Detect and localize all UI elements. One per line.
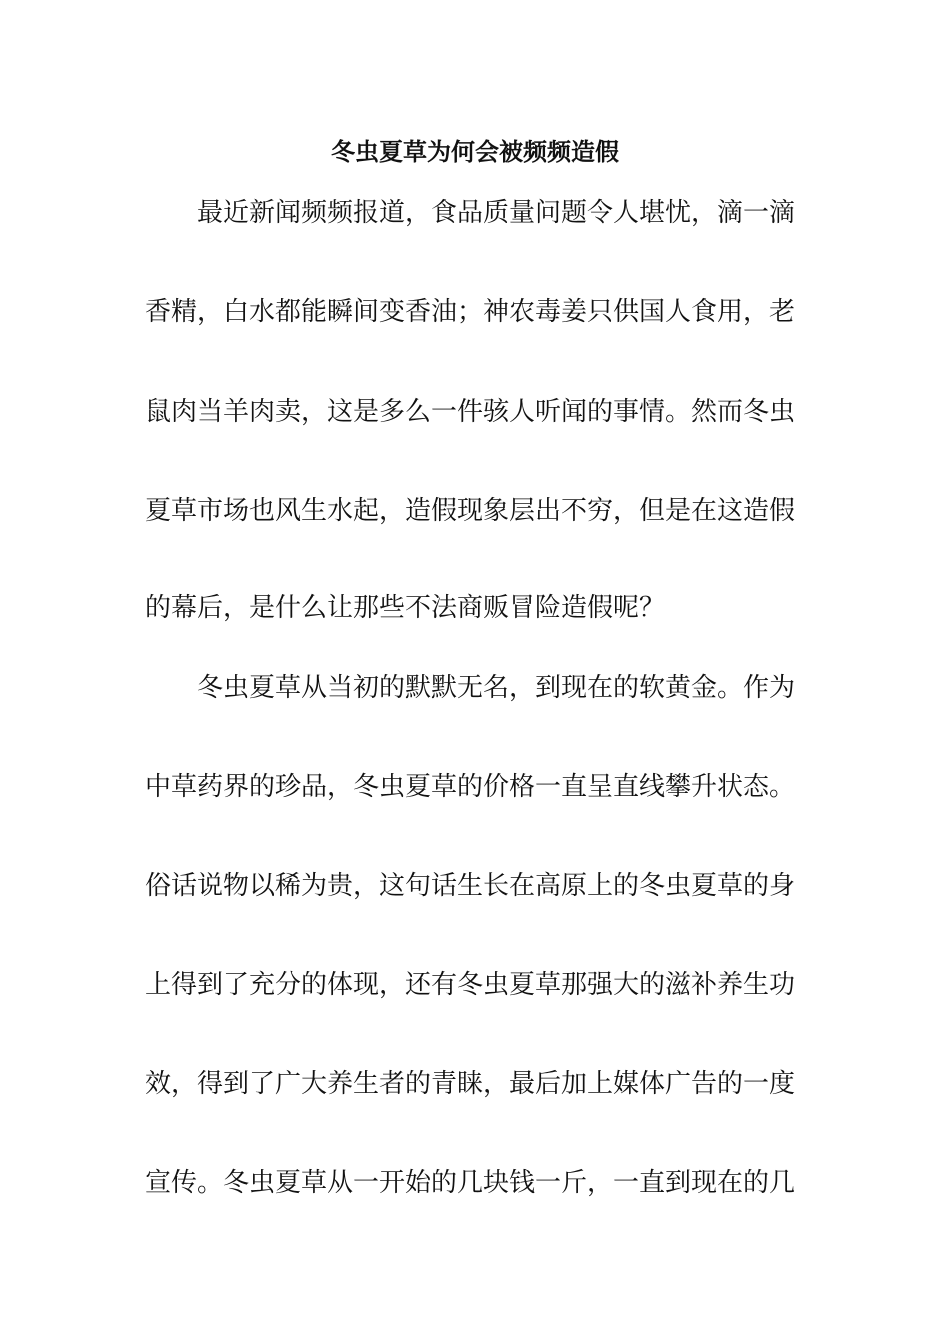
- paragraph-2-line-3: 俗话说物以稀为贵，这句话生长在高原上的冬虫夏草的身: [145, 871, 796, 901]
- paragraph-1-line-4: 夏草市场也风生水起，造假现象层出不穷，但是在这造假: [145, 496, 796, 526]
- paragraph-2-line-5: 效，得到了广大养生者的青睐，最后加上媒体广告的一度: [145, 1069, 796, 1099]
- paragraph-2-line-2: 中草药界的珍品，冬虫夏草的价格一直呈直线攀升状态。: [145, 772, 796, 802]
- paragraph-1-line-3: 鼠肉当羊肉卖，这是多么一件骇人听闻的事情。然而冬虫: [145, 397, 796, 427]
- paragraph-1-line-1: 最近新闻频频报道，食品质量问题令人堪忧，滴一滴: [197, 198, 796, 228]
- paragraph-2-line-1: 冬虫夏草从当初的默默无名，到现在的软黄金。作为: [197, 673, 796, 703]
- paragraph-1-line-2: 香精，白水都能瞬间变香油；神农毒姜只供国人食用，老: [145, 297, 796, 327]
- document-title: 冬虫夏草为何会被频频造假: [331, 137, 619, 166]
- paragraph-2-line-4: 上得到了充分的体现，还有冬虫夏草那强大的滋补养生功: [145, 970, 796, 1000]
- paragraph-1-line-5: 的幕后，是什么让那些不法商贩冒险造假呢？: [145, 593, 666, 623]
- paragraph-2-line-6: 宣传。冬虫夏草从一开始的几块钱一斤，一直到现在的几: [145, 1168, 796, 1198]
